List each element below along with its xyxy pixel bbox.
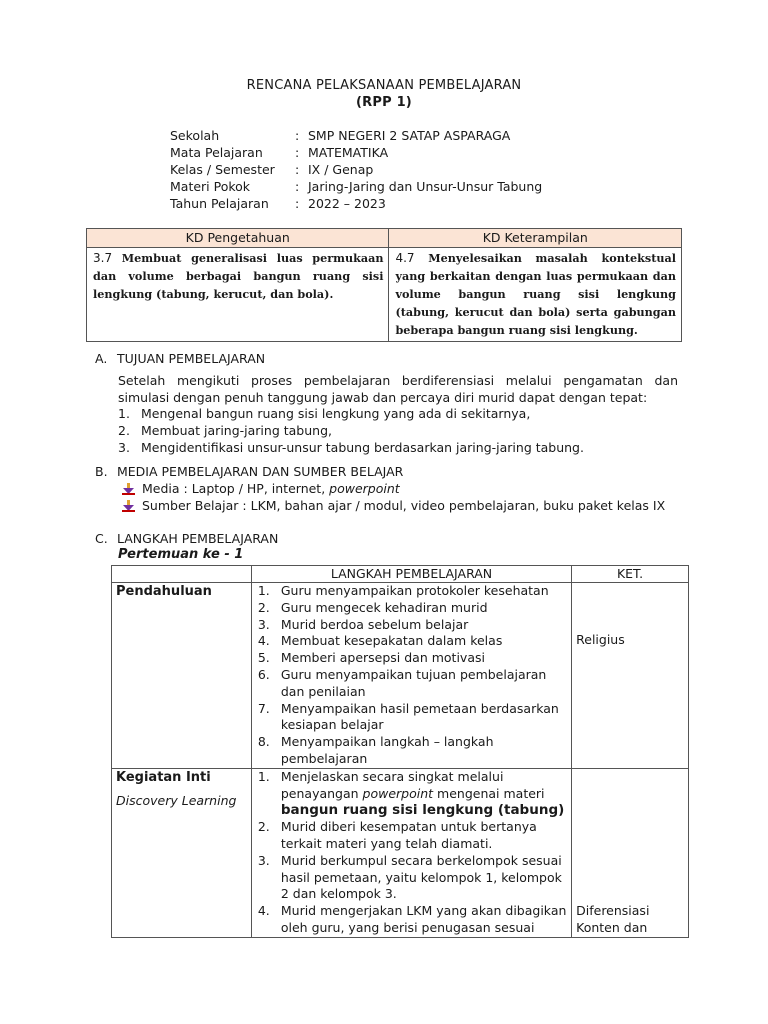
section-letter: B. xyxy=(95,464,108,479)
info-colon: : xyxy=(295,196,300,211)
info-colon: : xyxy=(295,179,300,194)
step-item xyxy=(256,617,567,634)
step-text: mengenai materi xyxy=(433,785,545,801)
model-label: Discovery Learning xyxy=(116,792,237,808)
section-a-intro: Setelah mengikuti proses pembelajaran berdiferensiasi melalui pengamatan dan simulasi dengan penuh tanggung jawab dan percaya diri murid dapat dengan tepat: xyxy=(118,373,678,405)
step-text: Menyampaikan langkah – langkah pembelajaran xyxy=(280,734,494,766)
step-number: 7. xyxy=(257,700,270,716)
list-number: 3. xyxy=(118,440,130,455)
list-item xyxy=(118,405,678,422)
kd-keterampilan-number: 4.7 xyxy=(395,251,415,265)
step-text: Guru menyampaikan protokoler kesehatan xyxy=(280,583,549,598)
kd-header-pengetahuan: KD Pengetahuan xyxy=(87,229,389,248)
list-item xyxy=(118,439,678,456)
step-text: Membuat kesepakatan dalam kelas xyxy=(280,633,503,649)
phase-label: Pendahuluan xyxy=(116,584,212,599)
info-colon: : xyxy=(295,162,300,177)
step-item xyxy=(256,769,567,819)
info-value: SMP NEGERI 2 SATAP ASPARAGA xyxy=(308,128,511,143)
arrow-bullet-icon xyxy=(122,481,142,496)
info-value: Jaring-Jaring dan Unsur-Unsur Tabung xyxy=(308,179,543,194)
section-letter: C. xyxy=(95,531,108,546)
list-text: Mengidentifikasi unsur-unsur tabung berdasarkan jaring-jaring tabung. xyxy=(141,440,584,455)
sumber-text: Sumber Belajar : LKM, bahan ajar / modul, video pembelajaran, buku paket kelas IX xyxy=(142,498,666,513)
kd-pengetahuan-text: Membuat generalisasi luas permukaan dan volume berbagai bangun ruang sisi lengkung (tabung, kerucut, dan bola). xyxy=(93,251,384,301)
step-item xyxy=(256,650,567,667)
section-title: LANGKAH PEMBELAJARAN xyxy=(117,531,279,546)
step-number: 2. xyxy=(257,819,270,835)
step-text: Guru mengecek kehadiran murid xyxy=(280,599,488,615)
section-b-heading xyxy=(95,464,403,479)
info-label: Kelas / Semester xyxy=(170,162,275,177)
sumber-bullet xyxy=(122,498,665,515)
list-text: Membuat jaring-jaring tabung, xyxy=(141,423,332,438)
step-text: Guru menyampaikan tujuan pembelajaran dan penilaian xyxy=(280,666,547,699)
list-item xyxy=(118,422,678,439)
ket-diferensiasi xyxy=(576,902,684,936)
meeting-label: Pertemuan ke - 1 xyxy=(118,547,244,562)
arrow-bullet-icon xyxy=(122,498,142,513)
step-number: 4. xyxy=(257,633,270,649)
step-item xyxy=(256,903,567,937)
document-subtitle: (RPP 1) xyxy=(356,95,412,110)
kd-header-keterampilan: KD Keterampilan xyxy=(389,229,682,248)
info-colon: : xyxy=(295,128,300,143)
pendahuluan-ket-cell xyxy=(572,583,689,769)
inti-ket-cell xyxy=(572,768,689,937)
section-letter: A. xyxy=(95,351,108,366)
langkah-table xyxy=(111,565,689,938)
kd-table xyxy=(86,228,682,342)
step-item xyxy=(256,583,567,600)
step-item xyxy=(256,667,567,701)
ket-line: Konten dan xyxy=(576,919,648,935)
step-item xyxy=(256,633,567,650)
kd-pengetahuan-cell xyxy=(87,248,389,342)
step-bold: bangun ruang sisi lengkung (tabung) xyxy=(280,802,565,819)
list-text: Mengenal bangun ruang sisi lengkung yang ada di sekitarnya, xyxy=(141,406,531,421)
step-number: 6. xyxy=(257,666,270,682)
list-number: 2. xyxy=(118,423,130,438)
step-number: 2. xyxy=(257,599,270,615)
ket-line: Diferensiasi xyxy=(576,902,650,918)
langkah-header-steps: LANGKAH PEMBELAJARAN xyxy=(251,566,571,583)
section-c-heading xyxy=(95,531,278,546)
step-number: 3. xyxy=(257,616,270,632)
media-bullet xyxy=(122,481,400,498)
ket-religius: Religius xyxy=(576,632,625,647)
step-italic: powerpoint xyxy=(362,785,434,801)
kd-keterampilan-text: Menyelesaikan masalah kontekstual yang berkaitan dengan luas permukaan dan volume bangun ruang sisi lengkung (tabung, kerucut dan bola) serta gabungan beberapa bangun ruang sisi lengkung. xyxy=(395,251,676,337)
info-value: 2022 – 2023 xyxy=(308,196,386,211)
step-text: Murid berkumpul secara berkelompok sesuai hasil pemetaan, yaitu kelompok 1, kelompok 2 dan kelompok 3. xyxy=(280,852,562,902)
document-title: RENCANA PELAKSANAAN PEMBELAJARAN xyxy=(246,78,522,93)
section-a-heading xyxy=(95,351,265,366)
info-label: Tahun Pelajaran xyxy=(170,196,269,211)
step-item xyxy=(256,853,567,903)
section-a-list xyxy=(118,405,678,456)
pendahuluan-steps-cell xyxy=(251,583,571,769)
langkah-header-blank xyxy=(112,566,252,583)
section-title: TUJUAN PEMBELAJARAN xyxy=(117,351,266,366)
step-text: Murid diberi kesempatan untuk bertanya terkait materi yang telah diamati. xyxy=(280,819,537,851)
step-number: 5. xyxy=(257,650,270,666)
step-number: 4. xyxy=(257,903,270,919)
step-text: Murid berdoa sebelum belajar xyxy=(280,616,469,632)
step-number: 3. xyxy=(257,852,270,868)
pendahuluan-phase-cell xyxy=(112,583,252,769)
kd-keterampilan-cell xyxy=(389,248,682,342)
step-item xyxy=(256,734,567,768)
list-number: 1. xyxy=(118,406,130,421)
info-label: Mata Pelajaran xyxy=(170,145,263,160)
step-item xyxy=(256,600,567,617)
step-text: Menjelaskan secara singkat melalui penayangan xyxy=(280,768,504,801)
kd-pengetahuan-number: 3.7 xyxy=(93,251,113,265)
step-text: Murid mengerjakan LKM yang akan dibagikan oleh guru, yang berisi penugasan sesuai xyxy=(280,903,567,935)
step-number: 1. xyxy=(257,768,270,784)
info-value: MATEMATIKA xyxy=(308,145,389,160)
media-text: Media : Laptop / HP, internet, xyxy=(142,481,330,496)
inti-phase-cell xyxy=(112,768,252,937)
langkah-header-ket: KET. xyxy=(572,566,689,583)
info-value: IX / Genap xyxy=(308,162,374,177)
step-text: Memberi apersepsi dan motivasi xyxy=(280,650,485,666)
step-item xyxy=(256,819,567,853)
inti-steps-cell xyxy=(251,768,571,937)
media-italic: powerpoint xyxy=(329,481,400,496)
info-label: Materi Pokok xyxy=(170,179,251,194)
section-title: MEDIA PEMBELAJARAN DAN SUMBER BELAJAR xyxy=(117,464,404,479)
step-number: 1. xyxy=(257,583,270,598)
phase-label: Kegiatan Inti xyxy=(116,769,211,785)
step-item xyxy=(256,701,567,735)
step-number: 8. xyxy=(257,734,270,750)
info-label: Sekolah xyxy=(170,128,220,143)
step-text: Menyampaikan hasil pemetaan berdasarkan kesiapan belajar xyxy=(280,700,559,733)
info-colon: : xyxy=(295,145,300,160)
